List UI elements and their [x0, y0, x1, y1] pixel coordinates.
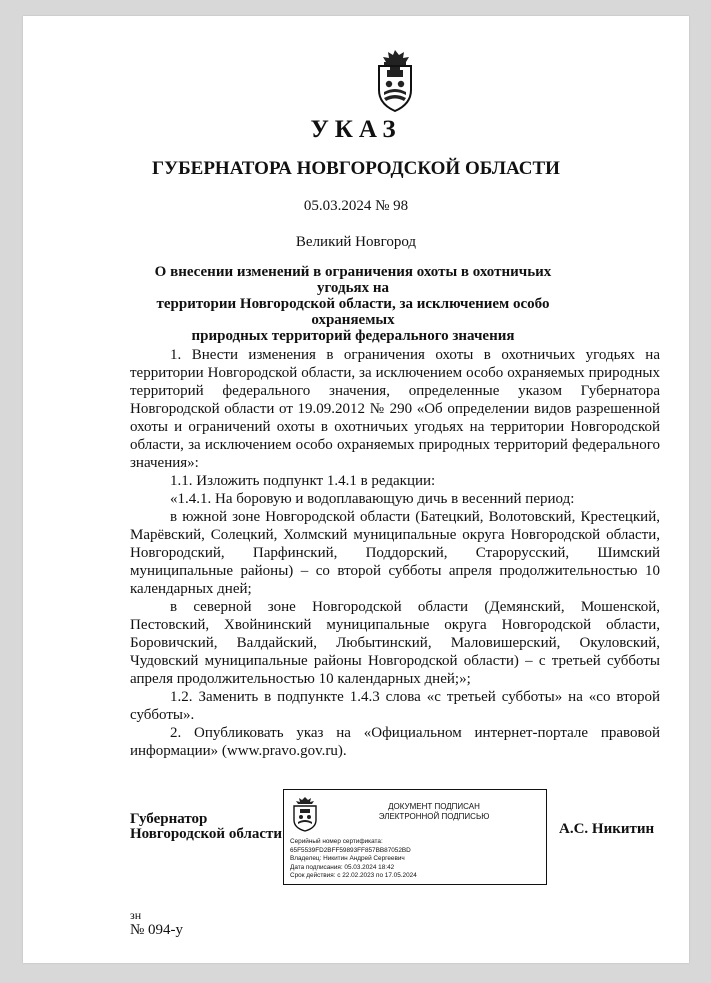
- stamp-title-line: ЭЛЕКТРОННОЙ ПОДПИСЬЮ: [378, 812, 490, 821]
- document-page: [23, 16, 689, 963]
- subject-line: территории Новгородской области, за исключением особо охраняемых: [156, 296, 550, 328]
- body-paragraph: 1.1. Изложить подпункт 1.4.1 в редакции:: [170, 473, 436, 489]
- document-subject: [133, 264, 573, 344]
- document-title: УКАЗ: [310, 116, 402, 143]
- body-paragraph: в южной зоне Новгородской области (Батецкий, Волотовский, Крестецкий, Марёвский, Солецкий, Холмский муниципальные округа Новгородской области, Новгородский, Парфинский, Поддорский, Старорусский, Шимский муниципальные районы) – со второй субботы апреля продолжительностью 10 календарных дней;: [130, 509, 660, 597]
- body-paragraph: 1. Внести изменения в ограничения охоты в охотничьих угодьях на территории Новгородской области, за исключением особо охраняемых природных территорий федерального значения, определенные указом Губернатора Новгородской области от 19.09.2012 № 290 «Об определении видов разрешенной охоты и ограничений охоты в охотничьих угодьях на территории Новгородской области, за исключением особо охраняемых природных территорий федерального значения»:: [130, 347, 660, 471]
- signatory-position: [130, 812, 282, 842]
- document-date-number: 05.03.2024 № 98: [303, 198, 409, 214]
- signatory-position-line: Новгородской области: [130, 826, 283, 842]
- coat-of-arms-icon: [372, 48, 418, 114]
- document-city: Великий Новгород: [295, 234, 417, 250]
- document-footer: [130, 908, 183, 938]
- body-paragraph: 1.2. Заменить в подпункте 1.4.3 слова «с третьей субботы» на «со второй субботы».: [130, 689, 660, 723]
- stamp-detail-line: Серийный номер сертификата:: [290, 838, 383, 845]
- signatory-name: А.С. Никитин: [559, 821, 655, 837]
- electronic-signature-stamp: [283, 789, 547, 885]
- stamp-detail-line: 65F5539FD2BFF59893FF857BB87052BD: [290, 846, 411, 854]
- stamp-detail-line: Владелец: Никитин Андрей Сергеевич: [290, 855, 405, 863]
- stamp-detail-line: Срок действия: с 22.02.2023 по 17.05.2024: [290, 872, 417, 880]
- subject-line: О внесении изменений в ограничения охоты в охотничьих угодьях на: [154, 264, 552, 296]
- registration-number: № 094-у: [130, 922, 184, 938]
- body-paragraph: «1.4.1. На боровую и водоплавающую дичь в весенний период:: [170, 491, 575, 507]
- executor-initials: зн: [130, 908, 142, 922]
- document-issuer: ГУБЕРНАТОРА НОВГОРОДСКОЙ ОБЛАСТИ: [152, 158, 560, 179]
- stamp-title: [328, 802, 540, 822]
- body-paragraph: в северной зоне Новгородской области (Демянский, Мошенской, Пестовский, Хвойнинский муниципальные округа Новгородской области, Боровичский, Валдайский, Любытинский, Маловишерский, Окуловский, Чудовский муниципальные районы Новгородской области) – с третьей субботы апреля продолжительностью 10 календарных дней;»;: [130, 599, 660, 687]
- document-body: [130, 346, 660, 760]
- signatory-position-line: Губернатор: [130, 811, 208, 827]
- body-paragraph: 2. Опубликовать указ на «Официальном интернет-портале правовой информации» (www.pravo.gov.ru).: [130, 725, 660, 759]
- stamp-details: [290, 838, 542, 881]
- coat-of-arms-icon: [290, 796, 320, 832]
- subject-line: природных территорий федерального значения: [191, 328, 515, 344]
- stamp-title-line: ДОКУМЕНТ ПОДПИСАН: [388, 802, 480, 811]
- stamp-detail-line: Дата подписания: 05.03.2024 18:42: [290, 863, 395, 871]
